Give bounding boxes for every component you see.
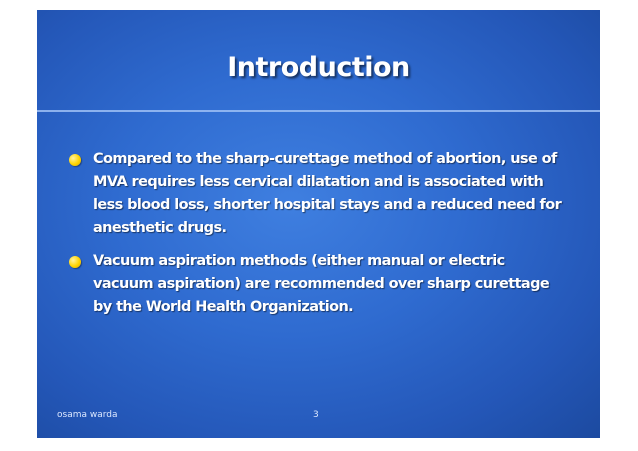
bullet-text: Vacuum aspiration methods (either manual or electric vacuum aspiration) are recommended over sharp curettage by the World Health Organization. (93, 253, 550, 315)
bullet-dot-icon (69, 256, 81, 268)
bullet-text: Compared to the sharp-curettage method of abortion, use of MVA requires less cervical dilatation and is associated with less blood loss, shorter hospital stays and a reduced need for anesthetic drugs. (93, 151, 562, 236)
slide (37, 10, 600, 438)
bullet-list (65, 148, 565, 329)
bullet-item (65, 250, 565, 319)
slide-title: Introduction (227, 52, 410, 83)
bullet-dot-icon (69, 154, 81, 166)
bullet-item (65, 148, 565, 240)
title-divider (37, 110, 600, 112)
page-number: 3 (313, 410, 319, 420)
footer-author: osama warda (57, 410, 118, 420)
